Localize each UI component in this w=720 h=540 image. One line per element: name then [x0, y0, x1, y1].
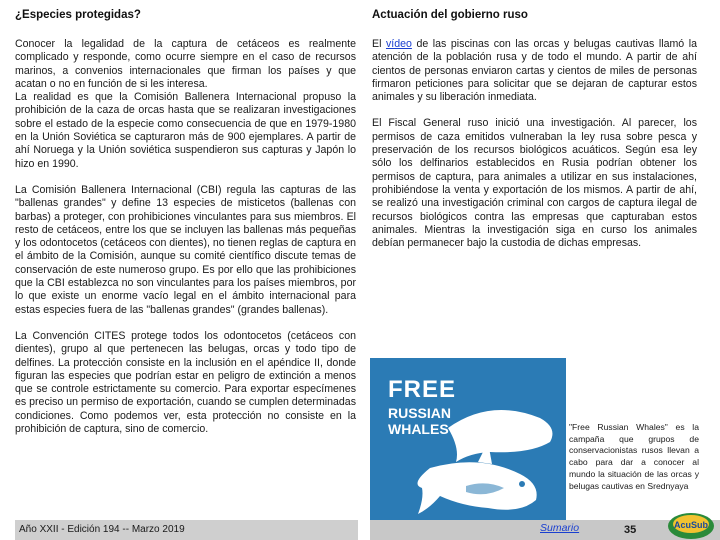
- left-section-title: ¿Especies protegidas?: [15, 9, 141, 21]
- left-paragraph-1: Conocer la legalidad de la captura de cetáceos es realmente complicado y responde, como ocurre siempre en el caso de recursos marinos, a convenios internacionales que firman los países y que acatan o no en función de si les interesa.: [15, 38, 356, 90]
- right-column-text: [372, 38, 697, 250]
- right-p1-after: de las piscinas con las orcas y belugas cautivas llamó la atención de la población rusa y de todo el mundo. A partir de ahí cientos de personas enviaron cartas y cientos de miles de personas firmaron peticiones para solicitar que se dejaran de capturar estos animales y su liberación inmediata.: [372, 38, 697, 104]
- summary-link[interactable]: Sumario: [540, 522, 580, 534]
- right-p1-before: El: [372, 38, 386, 50]
- poster-line-free: FREE: [388, 376, 457, 403]
- poster-line-whales: WHALES: [388, 421, 449, 437]
- page-number: 35: [624, 524, 637, 536]
- magazine-logo: [666, 504, 716, 540]
- poster-caption: "Free Russian Whales" es la campaña que grupos de conservacionistas rusos llevan a cabo para dar a conocer al mundo la situación de las orcas y belugas cautivas en Srednyaya: [569, 422, 699, 491]
- poster-title: [388, 378, 456, 436]
- edition-footer: Año XXII - Edición 194 -- Marzo 2019: [15, 520, 358, 540]
- svg-text:AcuSub: AcuSub: [673, 520, 709, 530]
- video-link[interactable]: vídeo: [385, 38, 412, 50]
- poster-line-russian: RUSSIAN: [388, 405, 452, 421]
- right-paragraph-2: El Fiscal General ruso inició una investigación. Al parecer, los permisos de caza emitidos vulneraban la ley rusa sobre pesca y preservación de los recursos biológicos acuáticos. Según esa ley sólo los delfinarios establecidos en Rusia podrían obtener los permisos de captura, para animales a utilizar en sus instalaciones, prohibiéndose la venta y exportación de los mismos. A partir de ahí, se realizó una investigación criminal con cargos de captura ilegal de recursos biológicos contra las empresas que capturaban estos animales. Mientras la investigación siga en curso los animales debían permanecer bajo la custodia de dichas empresas.: [372, 117, 697, 250]
- left-paragraph-2: La realidad es que la Comisión Ballenera Internacional propuso la prohibición de la caza de orcas hasta que se realizaran investigaciones sobre el estado de la especie como consecuencia de que en 1979-1980 en la Unión Soviética se capturaron más de 900 ejemplares. A partir de ahí Noruega y la Unión soviética suspendieron sus capturas y Japón lo hizo en 1990.: [15, 91, 356, 170]
- right-paragraph-1: [372, 38, 697, 104]
- right-section-title: Actuación del gobierno ruso: [372, 9, 528, 21]
- left-paragraph-4: La Convención CITES protege todos los odontocetos (cetáceos con dientes), grupo al que pertenecen las belugas, orcas y todo tipo de delfines. La protección consiste en la inclusión en el apéndice II, donde figuran las especies que podrían estar en peligro de extinción a menos que se controle estrictamente su comercio. Para exportar especímenes es preciso un permiso de exportación, cuando se cumplen determinadas condiciones. Como podemos ver, esta protección no consiste en la prohibición de captura, sino de comercio.: [15, 329, 356, 436]
- free-russian-whales-poster: [370, 358, 566, 528]
- left-column-text: [15, 38, 356, 436]
- left-paragraph-3: La Comisión Ballenera Internacional (CBI) regula las capturas de las "ballenas grandes" y define 13 especies de misticetos (ballenas con barbas) a proteger, con prohibiciones vinculantes para sus miembros. El resto de cetáceos, entre los que se incluyen las ballenas más pequeñas y los odontocetos (cetáceos con dientes), no tienen reglas de captura en el ámbito de la Comisión, aunque su comité científico discute temas de conservación de este numeroso grupo. Es por ello que las prohibiciones que la CBI establezca no son vinculantes para los países miembros, por lo que existe un enorme vacío legal en el ámbito internacional para estas especies fuera de las "ballenas grandes" (grandes ballenas).: [15, 183, 356, 316]
